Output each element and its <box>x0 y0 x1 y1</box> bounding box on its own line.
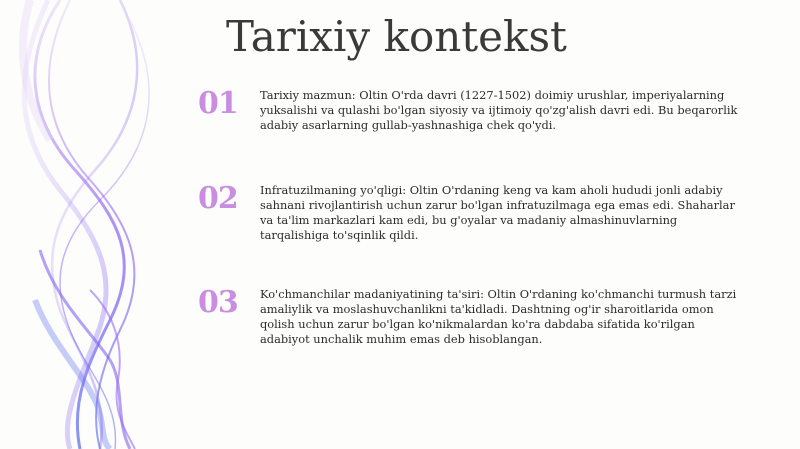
item-number: 02 <box>198 181 238 216</box>
item-text: Ko'chmanchilar madaniyatining ta'siri: Oltin O'rdaning ko'chmanchi turmush tarzi amaliylik va moslashuvchanlikni ta'kidladi. Dashtning og'ir sharoitlarida omon qolish uchun zarur bo'lgan ko'nikmalardan ko'ra dabdaba sifatida ko'rilgan adabiyot unchalik muhim emas deb hisoblangan. <box>260 287 737 346</box>
item-text: Tarixiy mazmun: Oltin O'rda davri (1227-1502) doimiy urushlar, imperiyalarning yuksalishi va qulashi bo'lgan siyosiy va ijtimoiy qo'zg'alish davri edi. Bu beqarorlik adabiy asarlarning gullab-yashnashiga chek qo'ydi. <box>260 88 738 132</box>
item-number: 03 <box>198 285 238 320</box>
smoke-ribbon-decoration <box>0 0 220 449</box>
item-text: Infratuzilmaning yo'qligi: Oltin O'rdaning keng va kam aholi hududi jonli adabiy sahnani rivojlantirish uchun zarur bo'lgan infratuzilmaga ega emas edi. Shaharlar va ta'lim markazlari kam edi, bu g'oyalar va madaniy almashinuvlarning tarqalishiga to'sqinlik qildi. <box>260 183 735 242</box>
slide-title: Tarixiy kontekst <box>226 12 567 61</box>
item-number: 01 <box>198 86 238 121</box>
